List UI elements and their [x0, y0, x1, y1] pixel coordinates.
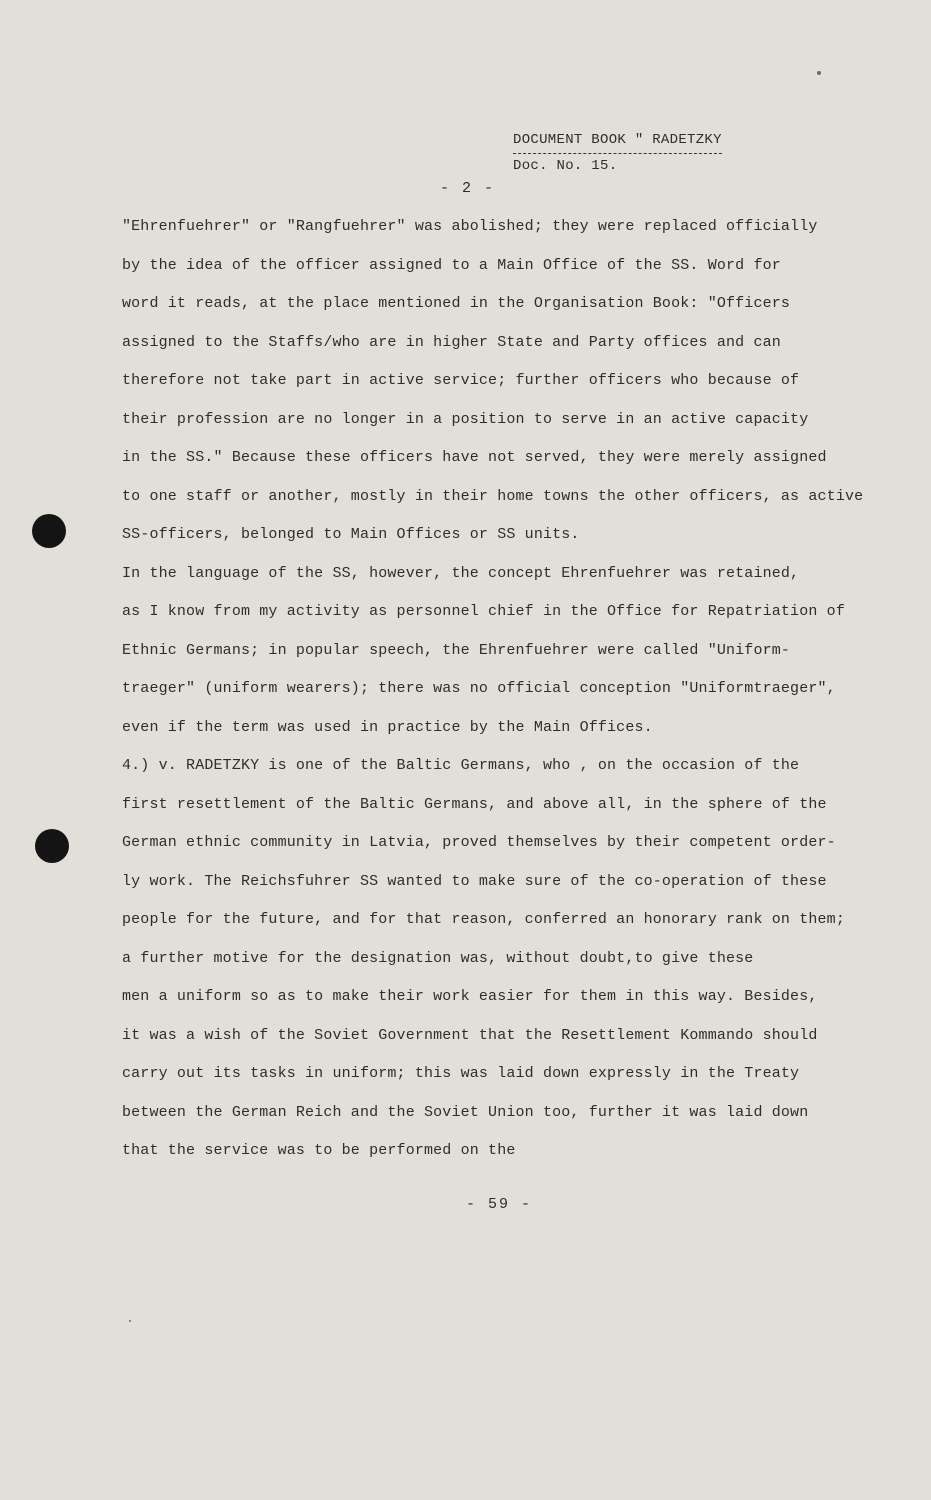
punch-hole-lower: [35, 829, 69, 863]
page-number-bottom: - 59 -: [466, 1196, 533, 1213]
text-line: a further motive for the designation was, without doubt,to give these: [122, 949, 754, 967]
text-line: assigned to the Staffs/who are in higher State and Party offices and can: [122, 333, 781, 351]
text-line: 4.) v. RADETZKY is one of the Baltic Germans, who , on the occasion of the: [122, 757, 800, 774]
text-line: their profession are no longer in a position to serve in an active capacity: [122, 410, 809, 428]
punch-hole-upper: [32, 514, 66, 548]
text-line: that the service was to be performed on the: [122, 1142, 516, 1159]
text-line: to one staff or another, mostly in their home towns the other officers, as active: [122, 487, 864, 505]
text-line: therefore not take part in active service; further officers who because of: [122, 372, 800, 389]
text-line: carry out its tasks in uniform; this was laid down expressly in the Treaty: [122, 1065, 800, 1082]
page-number-top: - 2 -: [440, 180, 496, 197]
document-header: [513, 128, 722, 178]
text-line: in the SS." Because these officers have not served, they were merely assigned: [122, 449, 827, 466]
text-line: traeger" (uniform wearers); there was no official conception "Uniformtraeger",: [122, 680, 836, 697]
text-line: "Ehrenfuehrer" or "Rangfuehrer" was abolished; they were replaced officially: [122, 218, 818, 235]
text-line: In the language of the SS, however, the concept Ehrenfuehrer was retained,: [122, 564, 800, 582]
text-line: ly work. The Reichsfuhrer SS wanted to make sure of the co-operation of these: [122, 872, 827, 890]
document-book-title: DOCUMENT BOOK " RADETZKY: [513, 128, 722, 154]
document-number: Doc. No. 15.: [513, 158, 618, 174]
text-line: SS-officers, belonged to Main Offices or SS units.: [122, 526, 580, 543]
text-line: men a uniform so as to make their work easier for them in this way. Besides,: [122, 988, 818, 1005]
text-line: Ethnic Germans; in popular speech, the Ehrenfuehrer were called "Uniform-: [122, 641, 791, 659]
body-text: [122, 212, 887, 1175]
paper-speck: [817, 71, 821, 75]
text-line: between the German Reich and the Soviet Union too, further it was laid down: [122, 1103, 809, 1121]
text-line: by the idea of the officer assigned to a Main Office of the SS. Word for: [122, 256, 781, 274]
text-line: people for the future, and for that reason, conferred an honorary rank on them;: [122, 911, 845, 928]
text-line: even if the term was used in practice by the Main Offices.: [122, 718, 653, 736]
paper-speck: [129, 1320, 131, 1322]
text-line: first resettlement of the Baltic Germans, and above all, in the sphere of the: [122, 795, 827, 813]
text-line: German ethnic community in Latvia, proved themselves by their competent order-: [122, 834, 836, 851]
text-line: word it reads, at the place mentioned in the Organisation Book: "Officers: [122, 295, 791, 312]
text-line: it was a wish of the Soviet Government that the Resettlement Kommando should: [122, 1026, 818, 1044]
text-line: as I know from my activity as personnel chief in the Office for Repatriation of: [122, 603, 845, 620]
